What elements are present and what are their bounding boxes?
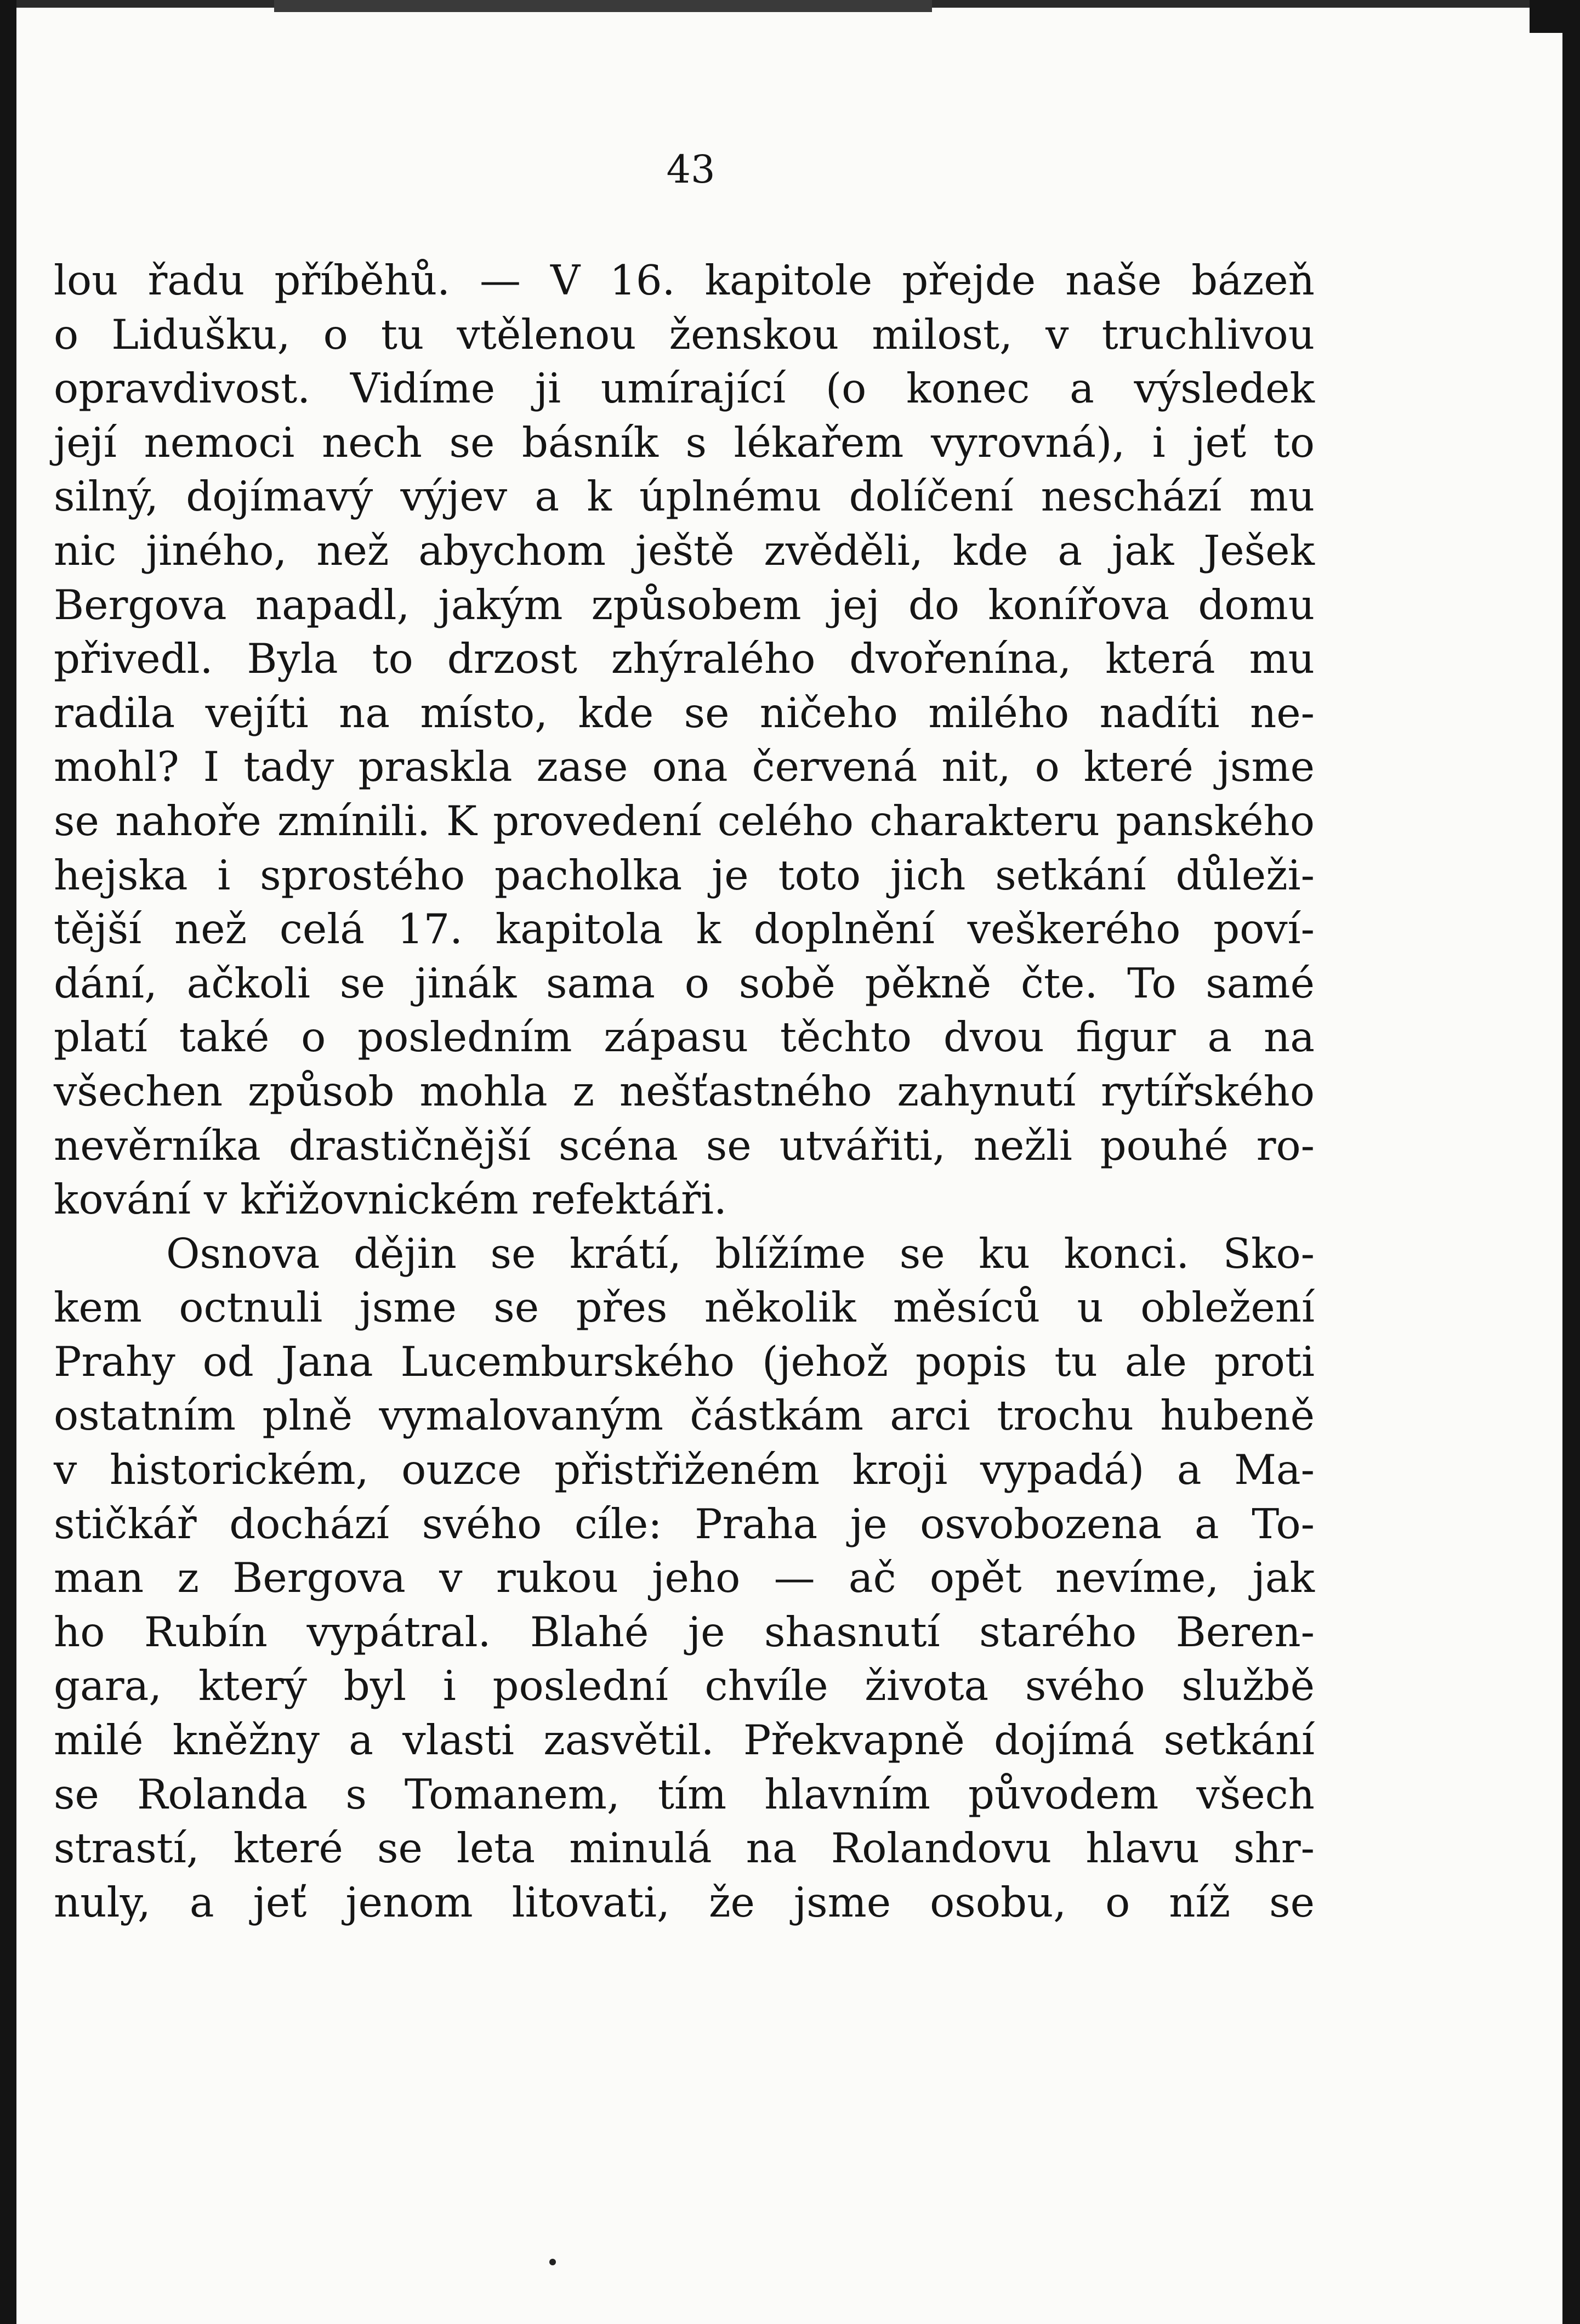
scan-border-left — [0, 0, 16, 2324]
text-line: stičkář dochází svého cíle: Praha je osvobozena a To- — [54, 1499, 1315, 1548]
text-line: tější než celá 17. kapitola k doplnění veškerého poví- — [54, 905, 1315, 954]
scan-border-right — [1562, 0, 1580, 2324]
text-line: nic jiného, než abychom ještě zvěděli, kde a jak Ješek — [54, 526, 1315, 575]
text-line: man z Bergova v rukou jeho — ač opět nevíme, jak — [54, 1554, 1315, 1602]
text-line: opravdivost. Vidíme ji umírající (o konec a výsledek — [54, 364, 1315, 413]
text-line: její nemoci nech se básník s lékařem vyrovná), i jeť to — [54, 418, 1315, 467]
text-line: ostatním plně vymalovaným částkám arci trochu hubeně — [54, 1391, 1315, 1440]
text-line: Prahy od Jana Lucemburského (jehož popis tu ale proti — [54, 1337, 1315, 1386]
text-line: radila vejíti na místo, kde se ničeho milého nadíti ne- — [54, 688, 1315, 737]
text-line: Osnova dějin se krátí, blížíme se ku konci. Sko- — [166, 1229, 1315, 1278]
text-line: nevěrníka drastičnější scéna se utvářiti, nežli pouhé ro- — [54, 1121, 1315, 1170]
text-line: o Lidušku, o tu vtělenou ženskou milost, v truchlivou — [54, 310, 1315, 359]
text-line: dání, ačkoli se jinák sama o sobě pěkně čte. To samé — [54, 959, 1315, 1007]
text-line: ho Rubín vypátral. Blahé je shasnutí starého Beren- — [54, 1607, 1315, 1656]
text-line: milé kněžny a vlasti zasvětil. Překvapně dojímá setkání — [54, 1716, 1315, 1765]
page-number: 43 — [666, 147, 715, 192]
text-line: platí také o posledním zápasu těchto dvou figur a na — [54, 1013, 1315, 1062]
text-line: všechen způsob mohla z nešťastného zahynutí rytířského — [54, 1067, 1315, 1115]
text-line: gara, který byl i poslední chvíle života svého službě — [54, 1662, 1315, 1710]
text-line: nuly, a jeť jenom litovati, že jsme osobu, o níž se — [54, 1878, 1315, 1926]
body-text — [54, 253, 1315, 1929]
text-line: silný, dojímavý výjev a k úplnému dolíčení neschází mu — [54, 472, 1315, 521]
text-line: strastí, které se leta minulá na Rolandovu hlavu shr- — [54, 1824, 1315, 1873]
scan-corner-mark — [1530, 0, 1562, 33]
text-line: kem octnuli jsme se přes několik měsíců u obležení — [54, 1283, 1315, 1332]
text-line: se Rolanda s Tomanem, tím hlavním původem všech — [54, 1770, 1315, 1818]
ink-speck — [549, 2259, 556, 2265]
text-line: kování v křižovnickém refektáři. — [54, 1175, 727, 1224]
text-line: mohl? I tady praskla zase ona červená nit, o které jsme — [54, 742, 1315, 791]
text-line: v historickém, ouzce přistřiženém kroji vypadá) a Ma- — [54, 1446, 1315, 1494]
text-line: přivedl. Byla to drzost zhýralého dvořenína, která mu — [54, 634, 1315, 683]
text-line: hejska i sprostého pacholka je toto jich setkání důleži- — [54, 851, 1315, 899]
text-line: se nahoře zmínili. K provedení celého charakteru panského — [54, 796, 1315, 845]
text-line: Bergova napadl, jakým způsobem jej do konířova domu — [54, 580, 1315, 629]
scan-border-top-shadow — [274, 0, 932, 12]
text-line: lou řadu příběhů. — V 16. kapitole přejde naše bázeň — [54, 256, 1315, 304]
